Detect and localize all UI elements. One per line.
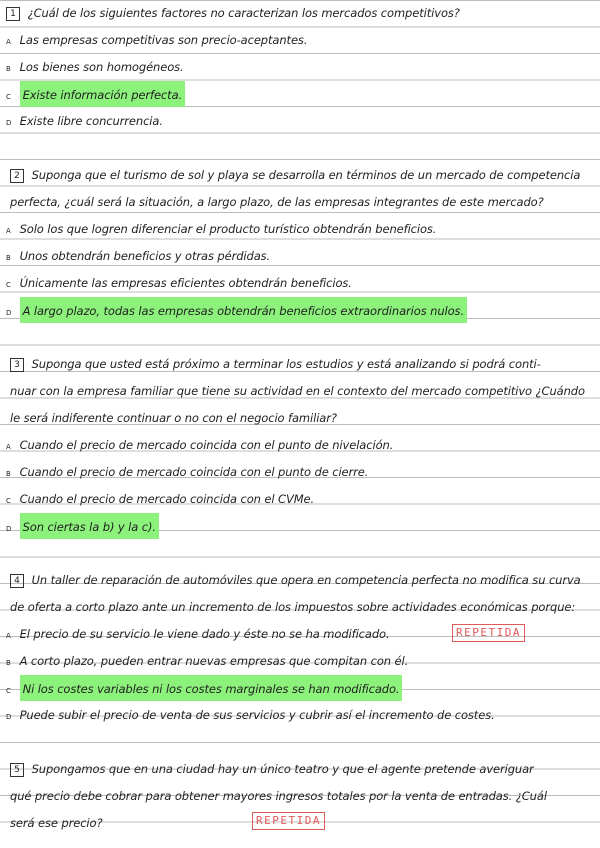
repetida-stamp: REPETIDA <box>252 812 325 830</box>
question-5-stem-line-1: 5 Supongamos que en una ciudad hay un único teatro y que el agente pretende averiguar <box>10 756 600 782</box>
question-number-box: 5 <box>10 763 24 777</box>
question-number-box: 4 <box>10 574 24 588</box>
question-3-stem-line-1: 3 Suponga que usted está próximo a terminar los estudios y está analizando si podrá conti- <box>10 351 600 377</box>
correct-answer-highlight: Existe información perfecta. <box>20 81 186 107</box>
question-5-stem-line-3: será ese precio? <box>10 816 103 830</box>
question-2-option-c: C Únicamente las empresas eficientes obtendrán beneficios. <box>6 276 352 290</box>
question-3-option-c: C Cuando el precio de mercado coincida con el CVMe. <box>6 492 315 506</box>
question-2-option-b: B Unos obtendrán beneficios y otras pérdidas. <box>6 249 271 263</box>
question-1-stem: 1 ¿Cuál de los siguientes factores no caracterizan los mercados competitivos? <box>6 0 600 26</box>
question-4-option-a: A El precio de su servicio le viene dado y éste no se ha modificado. <box>6 627 390 641</box>
question-3-stem-line-2: nuar con la empresa familiar que tiene su actividad en el contexto del mercado competitivo ¿Cuándo <box>10 384 585 398</box>
question-4-stem-line-2: de oferta a corto plazo ante un incremento de los impuestos sobre actividades económicas porque: <box>10 600 576 614</box>
question-4-option-c: C Ni los costes variables ni los costes marginales se han modificado. <box>6 675 600 701</box>
question-5-stem-line-2: qué precio debe cobrar para obtener mayores ingresos totales por la venta de entradas. ¿Cuál <box>10 789 547 803</box>
question-number-box: 2 <box>10 169 24 183</box>
correct-answer-highlight: Ni los costes variables ni los costes marginales se han modificado. <box>20 675 403 701</box>
question-4-option-b: B A corto plazo, pueden entrar nuevas empresas que compitan con él. <box>6 654 409 668</box>
correct-answer-highlight: Son ciertas la b) y la c). <box>20 513 159 539</box>
question-number-box: 1 <box>6 7 20 21</box>
question-4-stem-line-1: 4 Un taller de reparación de automóviles que opera en competencia perfecta no modifica su curva <box>10 567 600 593</box>
correct-answer-highlight: A largo plazo, todas las empresas obtendrán beneficios extraordinarios nulos. <box>20 297 467 323</box>
question-number-box: 3 <box>10 358 24 372</box>
question-1-option-c: C Existe información perfecta. <box>6 81 600 107</box>
repetida-stamp: REPETIDA <box>452 624 525 642</box>
question-2-option-a: A Solo los que logren diferenciar el producto turístico obtendrán beneficios. <box>6 222 437 236</box>
question-3-stem-line-3: le será indiferente continuar o no con el negocio familiar? <box>10 411 337 425</box>
question-2-stem-line-1: 2 Suponga que el turismo de sol y playa se desarrolla en términos de un mercado de competencia <box>10 162 600 188</box>
question-3-option-a: A Cuando el precio de mercado coincida con el punto de nivelación. <box>6 438 394 452</box>
question-3-option-d: D Son ciertas la b) y la c). <box>6 513 600 539</box>
question-2-stem-line-2: perfecta, ¿cuál será la situación, a largo plazo, de las empresas integrantes de este mercado? <box>10 195 544 209</box>
question-3-option-b: B Cuando el precio de mercado coincida con el punto de cierre. <box>6 465 369 479</box>
question-1-option-b: B Los bienes son homogéneos. <box>6 60 184 74</box>
question-4-option-d: D Puede subir el precio de venta de sus servicios y cubrir así el incremento de costes. <box>6 708 495 722</box>
question-2-option-d: D A largo plazo, todas las empresas obtendrán beneficios extraordinarios nulos. <box>6 297 600 323</box>
question-1-option-a: A Las empresas competitivas son precio-aceptantes. <box>6 33 308 47</box>
question-1-option-d: D Existe libre concurrencia. <box>6 114 163 128</box>
